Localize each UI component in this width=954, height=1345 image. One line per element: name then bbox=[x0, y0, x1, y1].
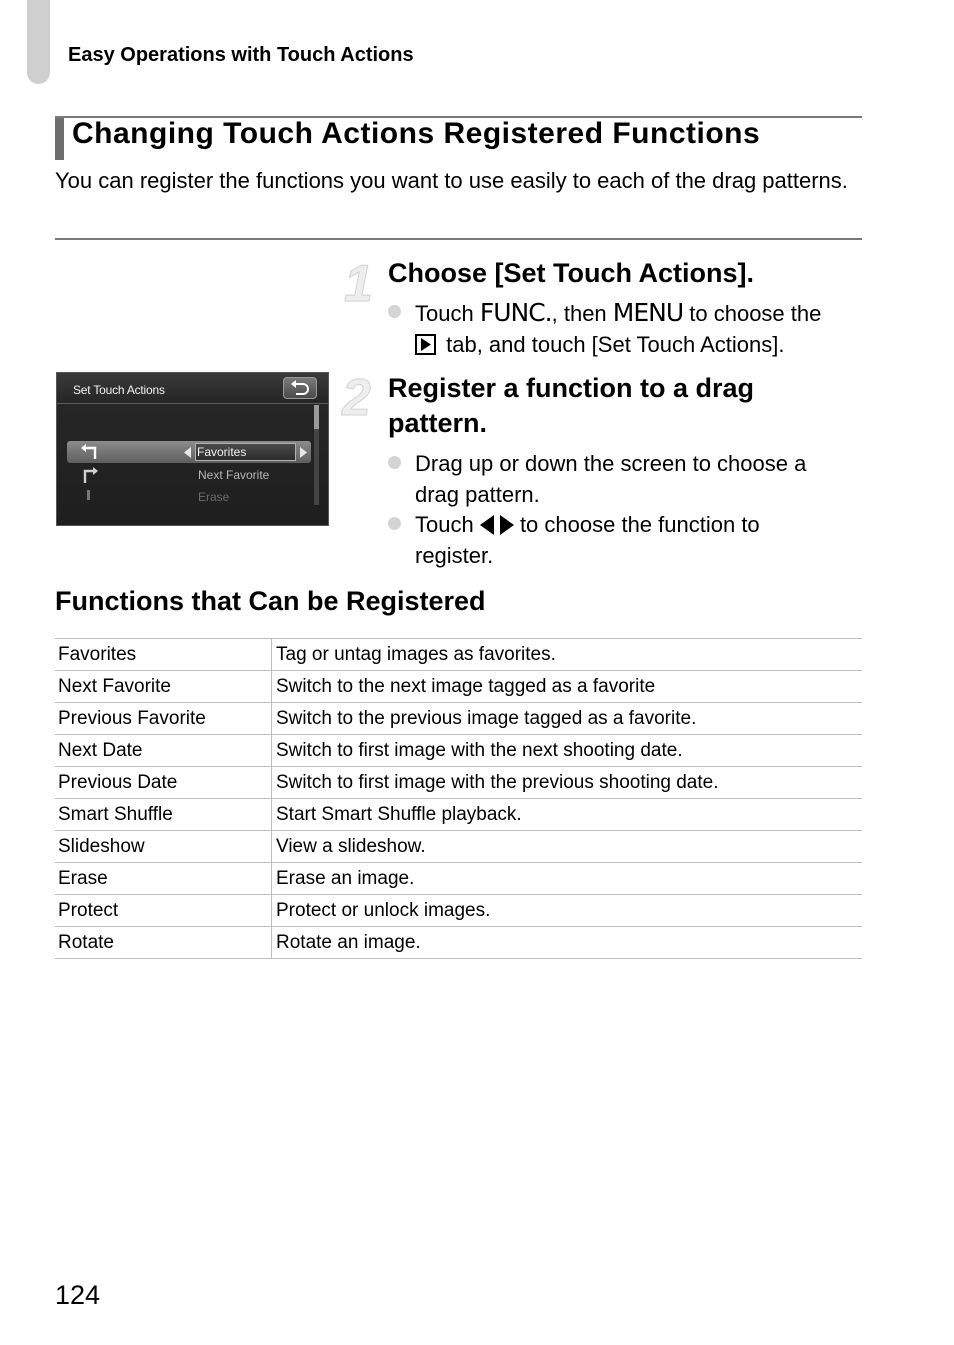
function-description: Switch to the previous image tagged as a favorite. bbox=[272, 703, 863, 735]
function-description: Tag or untag images as favorites. bbox=[272, 639, 863, 671]
table-row bbox=[55, 895, 862, 927]
back-arrow-icon bbox=[284, 378, 316, 398]
bullet-dot bbox=[388, 456, 401, 469]
section-marker bbox=[55, 118, 64, 160]
table-row bbox=[55, 639, 862, 671]
left-right-arrows-icon bbox=[480, 515, 514, 535]
camera-back-button[interactable] bbox=[283, 377, 317, 399]
table-row bbox=[55, 863, 862, 895]
section-intro: You can register the functions you want to use easily to each of the drag patterns. bbox=[55, 168, 848, 193]
camera-scrollbar-thumb[interactable] bbox=[314, 405, 319, 429]
camera-item-erase[interactable]: Erase bbox=[198, 490, 230, 501]
step-2-title: Register a function to a drag pattern. bbox=[388, 373, 755, 438]
table-row bbox=[55, 767, 862, 799]
step-1-title: Choose [Set Touch Actions]. bbox=[388, 258, 755, 288]
table-row bbox=[55, 703, 862, 735]
side-tab bbox=[27, 0, 50, 84]
step-2-bullet-2: Touch to choose the function to register. bbox=[388, 509, 858, 571]
function-description: View a slideshow. bbox=[272, 831, 863, 863]
function-name: Smart Shuffle bbox=[55, 799, 272, 831]
function-description: Erase an image. bbox=[272, 863, 863, 895]
function-name: Favorites bbox=[55, 639, 272, 671]
bullet-dot bbox=[388, 517, 401, 530]
function-name: Next Favorite bbox=[55, 671, 272, 703]
table-row bbox=[55, 735, 862, 767]
table-row bbox=[55, 671, 862, 703]
step-number-2: 2 bbox=[342, 369, 371, 427]
camera-divider bbox=[57, 403, 329, 404]
function-description: Switch to first image with the previous shooting date. bbox=[272, 767, 863, 799]
section-title: Changing Touch Actions Registered Functions bbox=[72, 117, 761, 150]
camera-item-next[interactable]: Next Favorite bbox=[198, 468, 270, 482]
function-description: Switch to the next image tagged as a favorite bbox=[272, 671, 863, 703]
table-row bbox=[55, 799, 862, 831]
camera-left-arrow-icon[interactable] bbox=[184, 447, 192, 458]
table-row bbox=[55, 831, 862, 863]
page-number: 124 bbox=[55, 1280, 101, 1310]
camera-screen-title: Set Touch Actions bbox=[73, 383, 165, 397]
playback-icon bbox=[415, 334, 436, 355]
menu-button-label: MENU bbox=[612, 298, 684, 327]
camera-right-arrow-icon[interactable] bbox=[299, 447, 307, 458]
step-1-bullet: Touch FUNC., then MENU to choose the tab, and touch [Set Touch Actions]. bbox=[388, 297, 858, 359]
function-name: Protect bbox=[55, 895, 272, 927]
function-name: Slideshow bbox=[55, 831, 272, 863]
running-head: Easy Operations with Touch Actions bbox=[68, 44, 414, 66]
camera-screen bbox=[56, 372, 329, 526]
function-name: Previous Favorite bbox=[55, 703, 272, 735]
table-row bbox=[55, 927, 862, 959]
function-description: Rotate an image. bbox=[272, 927, 863, 959]
camera-item-value: Favorites bbox=[197, 445, 247, 459]
functions-subtitle: Functions that Can be Registered bbox=[55, 586, 486, 616]
camera-drag-icon-partial bbox=[87, 490, 90, 500]
function-name: Previous Date bbox=[55, 767, 272, 799]
function-name: Next Date bbox=[55, 735, 272, 767]
step-number-1: 1 bbox=[344, 255, 373, 313]
functions-table bbox=[55, 638, 862, 959]
func-button-label: FUNC. bbox=[479, 298, 552, 327]
function-name: Erase bbox=[55, 863, 272, 895]
drag-up-left-icon bbox=[79, 443, 99, 461]
drag-up-right-icon bbox=[81, 465, 101, 485]
step-2-bullet-1: Drag up or down the screen to choose a drag pattern. bbox=[388, 448, 858, 510]
function-name: Rotate bbox=[55, 927, 272, 959]
section-bottom-rule bbox=[55, 238, 862, 240]
bullet-dot bbox=[388, 305, 401, 318]
function-description: Start Smart Shuffle playback. bbox=[272, 799, 863, 831]
function-description: Protect or unlock images. bbox=[272, 895, 863, 927]
function-description: Switch to first image with the next shooting date. bbox=[272, 735, 863, 767]
